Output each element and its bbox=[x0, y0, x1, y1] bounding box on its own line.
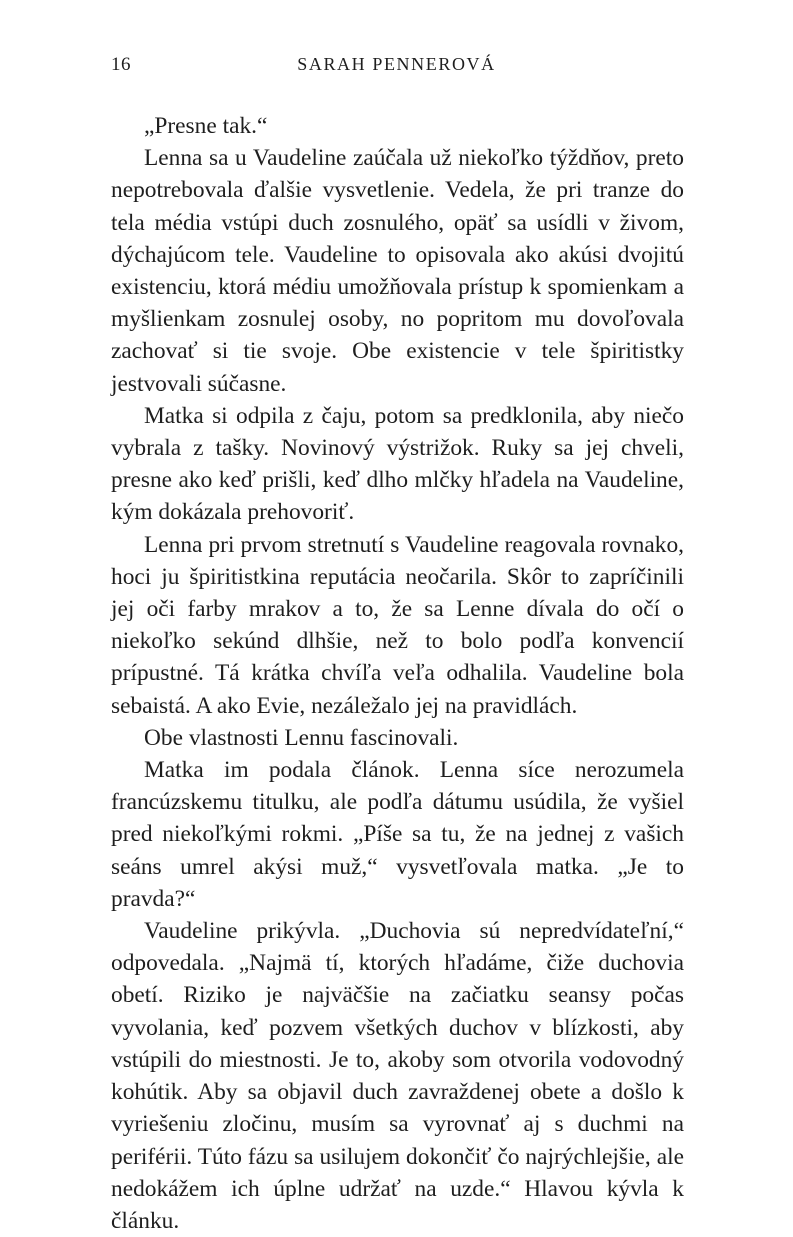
paragraph: Lenna sa u Vaudeline zaúčala už niekoľko týždňov, preto nepotrebovala ďalšie vysvetlenie. Vedela, že pri tranze do tela média vstúpi duch zosnulého, opäť sa usídli v živom, dýchajúcom tele. Vaudeline to opisovala ako akúsi dvojitú existenciu, ktorá médiu umožňovala prístup k spomienkam a myšlienkam zosnulej osoby, no popritom mu dovoľovala zachovať si tie svoje. Obe existencie v tele špiritistky jestvovali súčasne. bbox=[111, 145, 684, 397]
paragraph: Matka si odpila z čaju, potom sa predklonila, aby niečo vybrala z tašky. Novinový výstrižok. Ruky sa jej chveli, presne ako keď prišli, keď dlho mlčky hľadela na Vaudeline, kým dokázala prehovoriť. bbox=[111, 402, 684, 526]
running-head-author: SARAH PENNEROVÁ bbox=[297, 54, 496, 74]
paragraph: Vaudeline prikývla. „Duchovia sú nepredvídateľní,“ odpovedala. „Najmä tí, ktorých hľadáme, čiže duchovia obetí. Riziko je najväčšie na začiatku seansy počas vyvolania, keď pozvem všetkých duchov v blízkosti, aby vstúpili do miestnosti. Je to, akoby som otvorila vodovodný kohútik. Aby sa objavil duch zavraždenej obete a došlo k vyriešeniu zločinu, musím sa vyrovnať aj s duchmi na periférii. Túto fázu sa usilujem dokončiť čo najrýchlejšie, ale nedokážem ich úplne udržať na uzde.“ Hlavou kývla k článku. bbox=[111, 918, 684, 1234]
body-text bbox=[111, 110, 684, 1237]
paragraph: Obe vlastnosti Lennu fascinovali. bbox=[144, 724, 459, 751]
page-number: 16 bbox=[111, 54, 131, 75]
paragraph: Matka im podala článok. Lenna síce nerozumela francúzskemu titulku, ale podľa dátumu usúdila, že vyšiel pred niekoľkými rokmi. „Píše sa tu, že na jednej z vašich seáns umrel akýsi muž,“ vysvetľovala matka. „Je to pravda?“ bbox=[111, 757, 684, 912]
paragraph: „Presne tak.“ bbox=[144, 113, 268, 139]
paragraph: Lenna pri prvom stretnutí s Vaudeline reagovala rovnako, hoci ju špiritistkina reputácia neočarila. Skôr to zapríčinili jej oči farby mrakov a to, že sa Lenne dívala do očí o niekoľko sekúnd dlhšie, než to bolo podľa konvencií prípustné. Tá krátka chvíľa veľa odhalila. Vaudeline bola sebaistá. A ako Evie, nezáležalo jej na pravidlách. bbox=[111, 531, 684, 719]
